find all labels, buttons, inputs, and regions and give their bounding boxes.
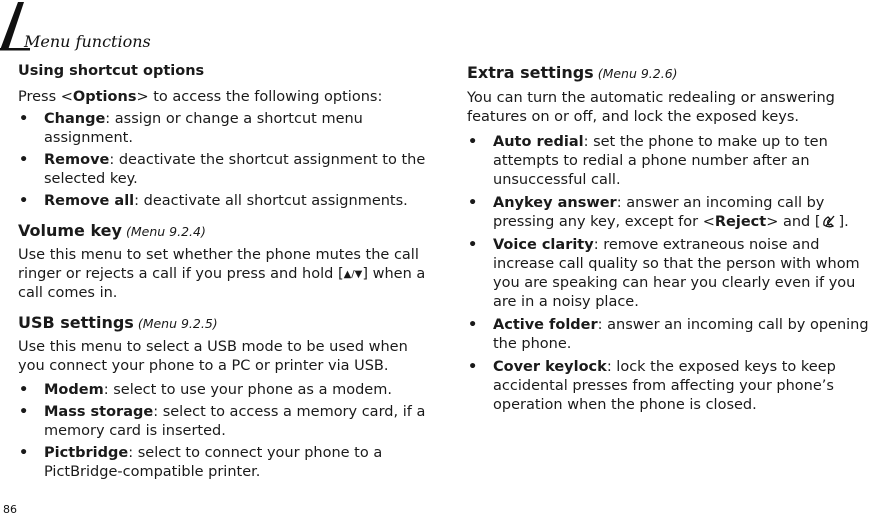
list-item: • Cover keylock: lock the exposed keys to keep accidental presses from affecting your phone’s operation when the phone is closed. xyxy=(467,358,869,415)
header-title: Menu functions xyxy=(24,32,151,51)
list-item: • Pictbridge: select to connect your phone to a PictBridge-compatible printer. xyxy=(18,444,430,482)
list-item: • Remove all: deactivate all shortcut assignments. xyxy=(18,192,430,211)
list-item: • Modem: select to use your phone as a modem. xyxy=(18,381,430,400)
list-item: • Mass storage: select to access a memory card, if a memory card is inserted. xyxy=(18,403,430,441)
left-column xyxy=(18,62,430,482)
usb-settings-heading: USB settings (Menu 9.2.5) xyxy=(18,313,218,332)
extra-settings-heading: Extra settings (Menu 9.2.6) xyxy=(467,63,678,82)
volume-menu-ref: (Menu 9.2.4) xyxy=(125,224,206,239)
list-item: • Anykey answer: answer an incoming call by pressing any key, except for <Reject> and [ ]. xyxy=(467,194,869,232)
right-column xyxy=(467,62,869,415)
list-item: • Remove: deactivate the shortcut assignment to the selected key. xyxy=(18,151,430,189)
usb-settings-body: Use this menu to select a USB mode to be used when you connect your phone to a PC or printer via USB. xyxy=(18,339,408,374)
extra-options-list xyxy=(467,133,869,415)
list-item: • Active folder: answer an incoming call by opening the phone. xyxy=(467,316,869,354)
list-item: • Change: assign or change a shortcut menu assignment. xyxy=(18,110,430,148)
end-call-icon xyxy=(821,214,839,228)
volume-key-body: Use this menu to set whether the phone mutes the call ringer or rejects a call if you press and hold [▲/▼] when a call comes in. xyxy=(18,247,426,301)
page-number: 86 xyxy=(3,503,17,516)
shortcut-intro: Press <Options> to access the following options: xyxy=(18,89,383,105)
usb-options-list xyxy=(18,381,430,482)
extra-menu-ref: (Menu 9.2.6) xyxy=(597,66,678,81)
shortcut-options-list xyxy=(18,110,430,211)
volume-key-icon: ▲/▼ xyxy=(343,269,363,280)
extra-settings-body: You can turn the automatic redealing or answering features on or off, and lock the exposed keys. xyxy=(467,90,835,125)
shortcut-heading: Using shortcut options xyxy=(18,63,205,79)
usb-menu-ref: (Menu 9.2.5) xyxy=(137,316,218,331)
list-item: • Voice clarity: remove extraneous noise and increase call quality so that the person with whom you are speaking can hear you clearly even if you are in a noisy place. xyxy=(467,236,869,312)
list-item: • Auto redial: set the phone to make up to ten attempts to redial a phone number after an unsuccessful call. xyxy=(467,133,869,190)
volume-key-heading: Volume key (Menu 9.2.4) xyxy=(18,221,206,240)
